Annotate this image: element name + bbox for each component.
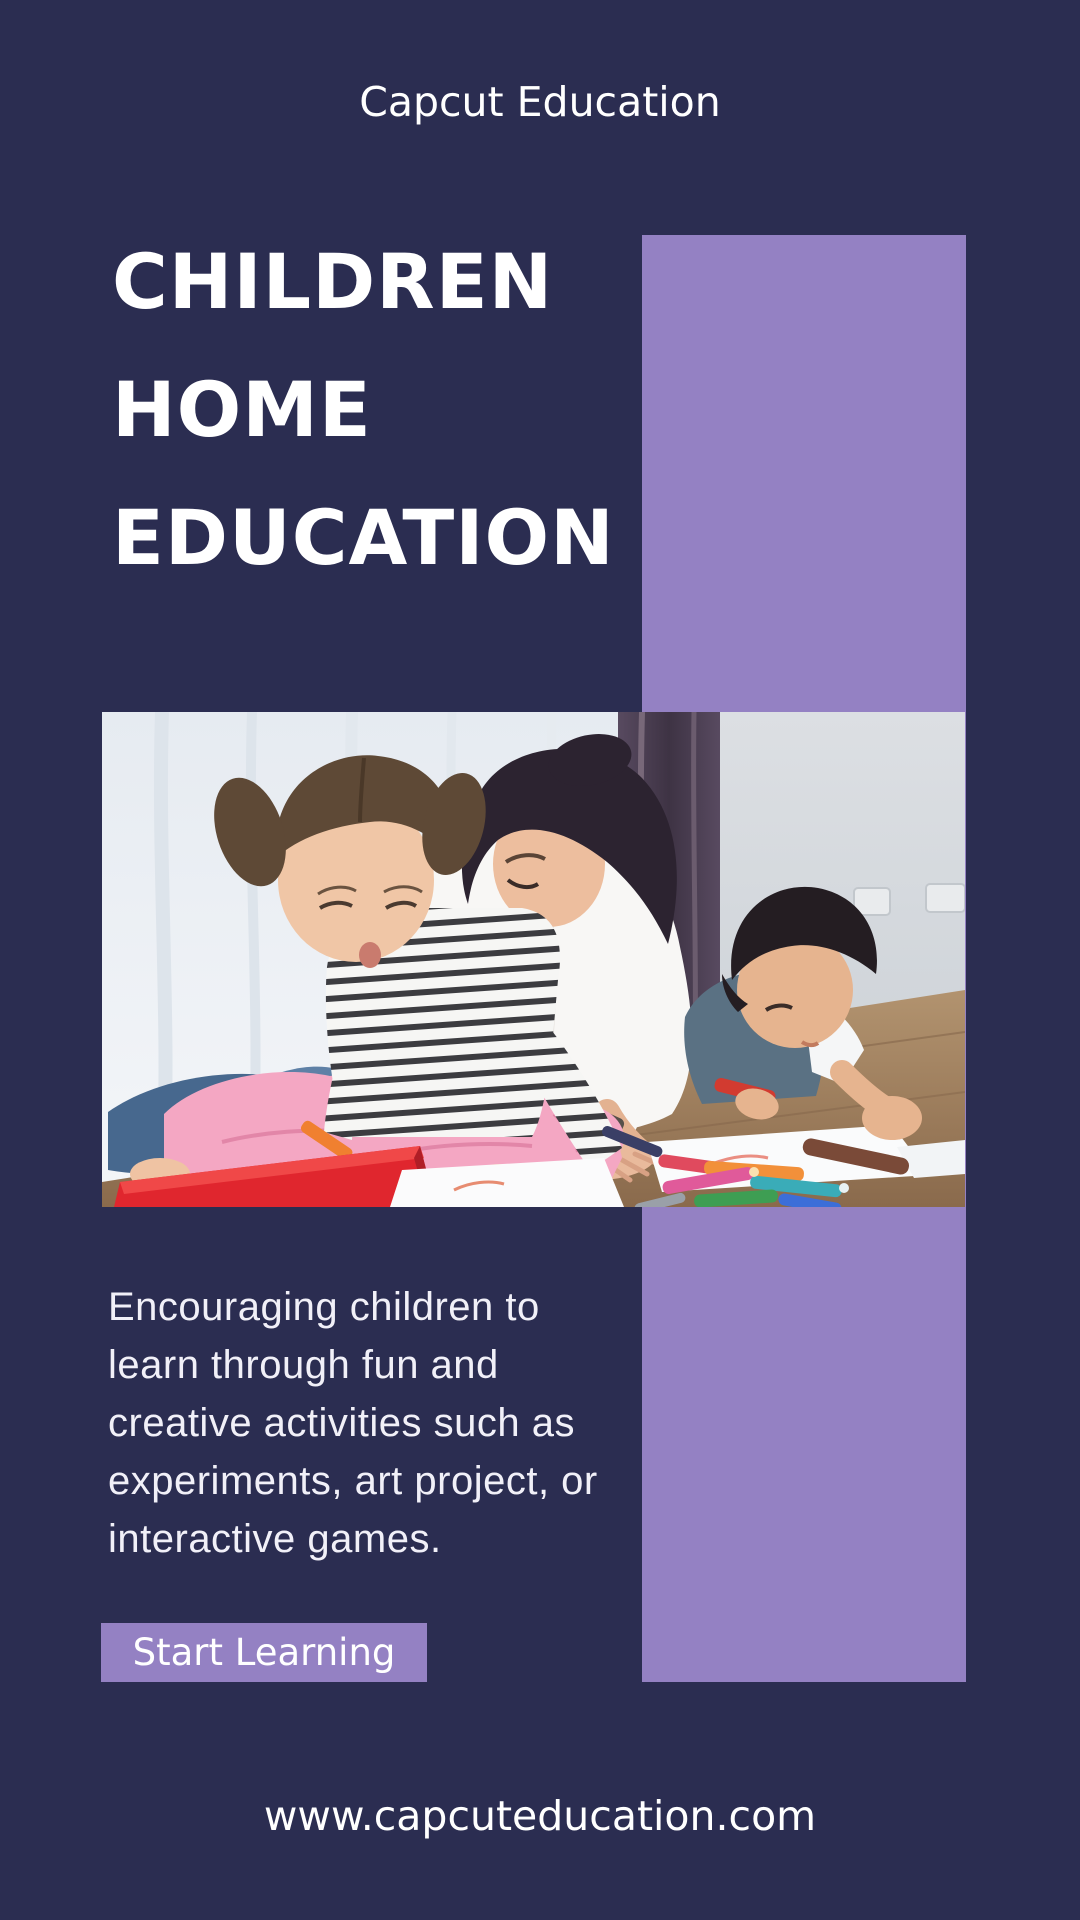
family-drawing-illustration <box>102 712 965 1207</box>
description-text <box>108 1278 598 1568</box>
brand-title: Capcut Education <box>359 78 721 126</box>
page-title <box>112 218 615 602</box>
page-title-line: HOME <box>112 365 372 454</box>
description-line: learn through fun and <box>108 1343 499 1387</box>
page-title-line: CHILDREN <box>112 237 554 326</box>
description-line: creative activities such as <box>108 1401 576 1445</box>
hero-photo <box>102 712 965 1207</box>
description-line: experiments, art project, or <box>108 1459 598 1503</box>
description-line: interactive games. <box>108 1517 442 1561</box>
start-learning-button[interactable]: Start Learning <box>101 1623 427 1682</box>
description-line: Encouraging children to <box>108 1285 540 1329</box>
website-link[interactable]: www.capcuteducation.com <box>263 1792 817 1840</box>
page-title-line: EDUCATION <box>112 493 615 582</box>
